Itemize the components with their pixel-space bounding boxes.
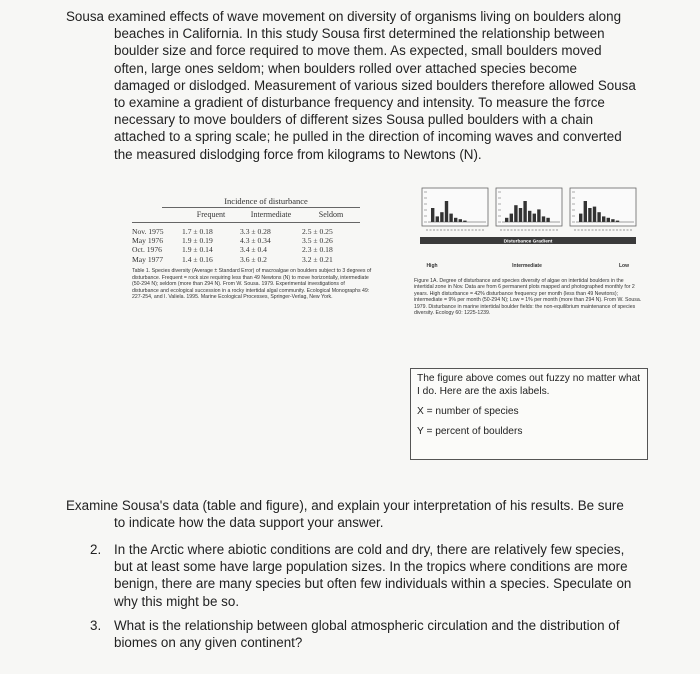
table-cell: 1.4 ± 0.16 [182,254,213,264]
table-cell: 3.2 ± 0.21 [302,254,333,264]
table-cell: 1.9 ± 0.14 [182,245,213,255]
table-cell: 2.3 ± 0.18 [302,245,333,255]
bar [593,207,596,222]
bar [533,214,536,222]
figure-caption: Figure 1A. Degree of disturbance and species diversity of algae on intertidal boulders in the intertidal zone in Nov. Data are from 6 permanent plots mapped and photographed monthly for 2 years. High disturbance = 42% disturbance frequency per month (less than 49 Newtons); intermediate = 9% per month (50-294 N); Low = 1% per month (more than 294 N). From W. Sousa. 1979. Disturbance in marine intertidal boulder fields: the non-equilibrium maintenance of species diversity. Ecology 60: 1225-1239. [414,278,642,317]
table-header-empty [132,210,182,219]
note-line-1: The figure above comes out fuzzy no matter what I do. Here are the axis labels. [417,373,641,397]
question-1 [66,497,636,531]
bar [542,216,545,222]
bar [588,208,591,222]
bar [602,216,605,222]
table-row [132,245,360,254]
gradient-label-low: Low [619,263,629,269]
intro-paragraph [66,8,636,163]
question-2-number: 2. [90,542,102,557]
table-caption: Table 1. Species diversity (Average ± Standard Error) of macroalgae on boulders subject to 3 degrees of disturbance. Frequent = rock size requiring less than 49 Newtons (N) to move horizontally, intermediate (50-294 N); seldom (more than 294 N). From W. Sousa. 1979. Experimental investigations of disturbance and ecological succession in a rocky intertidal algal community. Ecological Monographs 49: 227-254, and I. Valiela. 1995. Marine Ecological Processes, Springer-Verlag, New York. [132,268,372,301]
bar [436,216,439,222]
table-header-intermediate: Intermediate [250,210,292,219]
bar [459,219,462,222]
note-line-3: Y = percent of boulders [417,426,523,437]
table-row [132,227,360,236]
bar [510,214,513,222]
table-row [132,236,360,245]
table-cell: 3.6 ± 0.2 [240,254,267,264]
table-cell: 1.9 ± 0.19 [182,236,213,246]
question-1-text: Examine Sousa's data (table and figure), and explain your interpretation of his results. Be sure to indicate how the data support your answer. [66,498,624,531]
table-rule [162,207,360,208]
table-cell-date: Nov. 1975 [132,227,164,236]
intro-text: Sousa examined effects of wave movement on diversity of organisms living on boulders along beaches in California. In this study Sousa first determined the relationship between boulder size and force required to move them. As expected, small boulders moved often, large ones seldom; when boulders rolled over attached species become damaged or dislodged. Measurement of various sized boulders therefore allowed Sousa to examine a gradient of disturbance frequency and intensity. To measure the fσrce necessary to move boulders of different sizes Sousa pulled boulders with a chain attached to a spring scale; he pulled in the direction of incoming waves and converted the measured dislodging force from kilograms to Newtons (N). [66,9,636,162]
bar [449,214,452,222]
gradient-label-high: High [426,263,438,269]
note-line-2: X = number of species [417,406,519,417]
table-body [132,227,360,264]
bar [528,211,531,222]
table-cell: 2.5 ± 0.25 [302,227,333,236]
axis-note-box [410,368,648,460]
bar [505,218,508,222]
figure-panels [422,188,636,230]
bar [537,209,540,222]
question-2 [90,541,638,610]
table-cell: 4.3 ± 0.34 [240,236,271,246]
bar [607,218,610,222]
bar [445,201,448,222]
question-2-text: In the Arctic where abiotic conditions are cold and dry, there are relatively few species, but at least some have large population sizes. In the tropics where conditions are more benign, there are many species but often few individuals within a species. Speculate on why this might be so. [114,542,632,609]
table-header-frequent: Frequent [196,210,226,219]
table-rule-2 [132,222,360,223]
table-cell: 3.5 ± 0.26 [302,236,333,246]
gradient-label: Disturbance Gradient [503,239,553,245]
bar [579,214,582,222]
table-cell-date: Oct. 1976 [132,245,162,255]
question-3-text: What is the relationship between global atmospheric circulation and the distribution of biomes on any given continent? [114,618,620,651]
bar [440,212,443,222]
question-3-number: 3. [90,618,102,633]
table-header [132,210,360,219]
bar [454,218,457,222]
bar [546,218,549,222]
bar [523,201,526,222]
table-cell: 1.7 ± 0.18 [182,227,213,236]
table-cell: 3.4 ± 0.4 [240,245,267,255]
bar [597,212,600,222]
question-3 [90,617,638,651]
bar [514,205,517,222]
disturbance-figure [414,180,638,276]
table-cell-date: May 1976 [132,236,164,246]
bar [519,208,522,222]
disturbance-table [132,196,360,264]
table-header-seldom: Seldom [318,210,344,219]
bar [611,219,614,222]
bar [584,201,587,222]
table-row [132,255,360,264]
bar [431,208,434,222]
gradient-label-intermediate: Intermediate [512,263,542,269]
table-cell-date: May 1977 [132,254,164,264]
table-cell: 3.3 ± 0.28 [240,227,271,236]
table-title: Incidence of disturbance [224,196,308,206]
